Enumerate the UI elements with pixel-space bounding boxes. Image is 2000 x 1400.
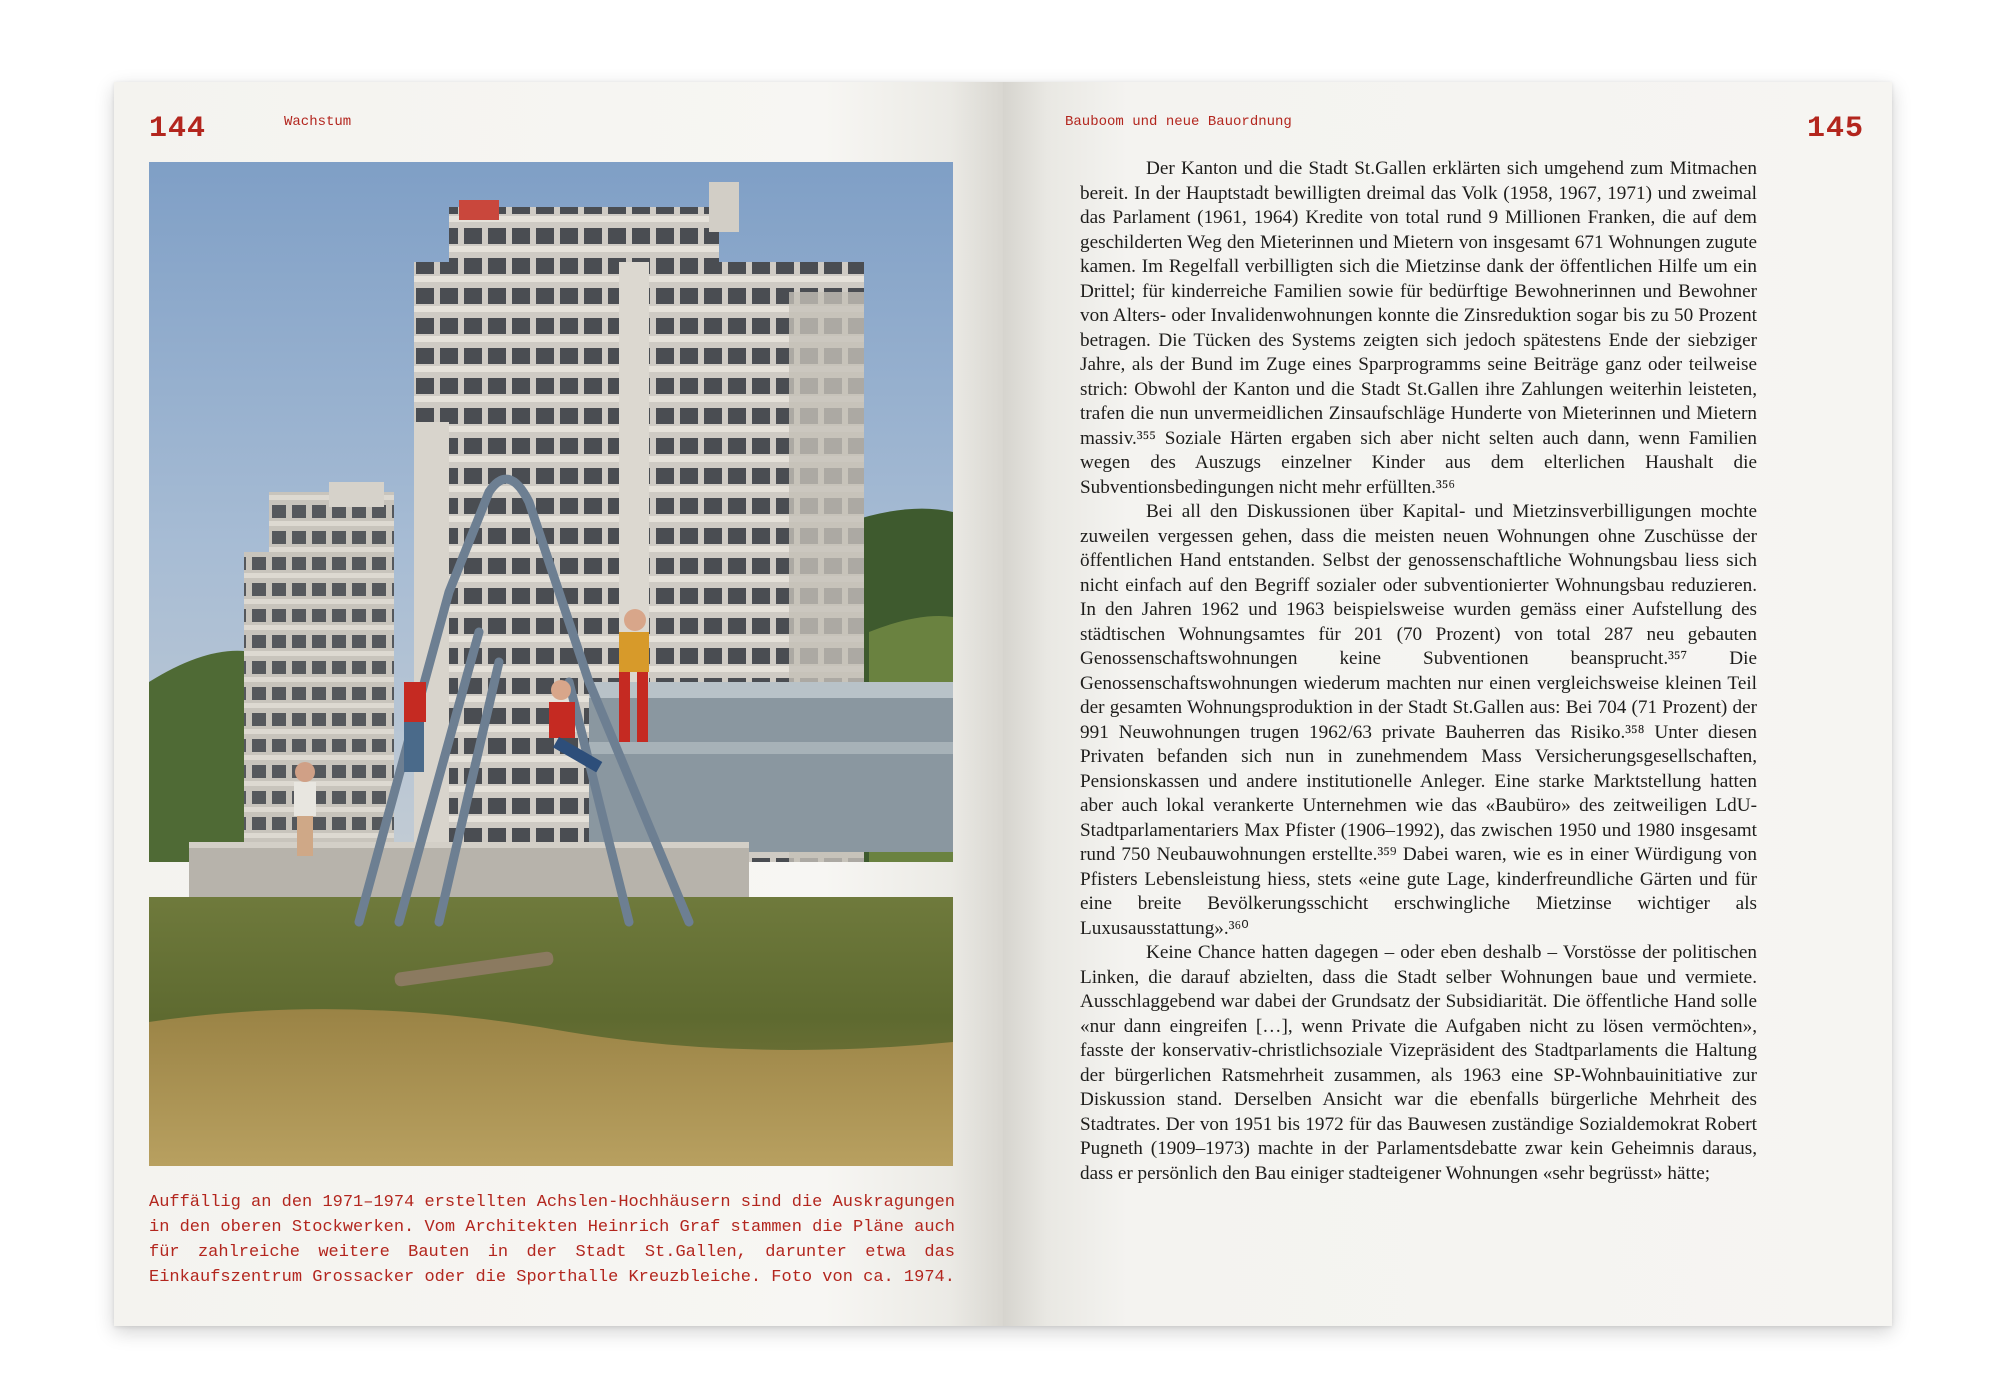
paragraph: Bei all den Diskussionen über Kapital- und Mietzinsverbilligungen mochte zuweilen vergessen gehen, dass die meisten neuen Wohnungen ohne Zuschüsse der öffentlichen Hand entstanden. Selbst der genossenschaftliche Wohnungsbau liess sich nicht einfach auf den Begriff sozialer oder subventionierter Wohnungsbau reduzieren. In den Jahren 1962 und 1963 beispielsweise wurden gemäss einer Aufstellung des städtischen Wohnungsamtes für 201 (70 Prozent) von total 287 neu gebauten Genossenschaftswohnungen keine Subventionen beansprucht.³⁵⁷ Die Genossenschaftswohnungen wiederum machten nur einen vergleichsweise kleinen Teil der gesamten Wohnungsproduktion in der Stadt St.Gallen aus: Bei 704 (71 Prozent) der 991 Neuwohnungen trugen 1962/63 private Bauherren das Risiko.³⁵⁸ Unter diesen Privaten befanden sich nun in zunehmendem Mass Versicherungsgesellschaften, Pensionskassen und andere institutionelle Anleger. Eine starke Marktstellung hatten aber auch lokal verankerte Unternehmen wie das «Baubüro» des zeitweiligen LdU-Stadtparlamentariers Max Pfister (1906–1992), das zwischen 1950 und 1980 insgesamt rund 750 Neubauwohnungen erstellte.³⁵⁹ Dabei waren, wie es in einer Würdigung von Pfisters Lebensleistung hiess, stets «eine gute Lage, kinderfreundliche Gärten und für eine breite Bevölkerungsschicht erschwingliche Mietzinse wichtiger als Luxusausstattung».³⁶⁰ bbox=[1080, 501, 1757, 939]
left-page bbox=[114, 82, 1003, 1326]
page-number-left: 144 bbox=[149, 112, 207, 146]
right-page bbox=[1003, 82, 1892, 1326]
paragraph: Keine Chance hatten dagegen – oder eben deshalb – Vorstösse der politischen Linken, die darauf abzielten, dass die Stadt selber Wohnungen baue und vermiete. Ausschlaggebend war dabei der Grundsatz der Subsidiarität. Die öffentliche Hand solle «nur dann eingreifen […], wenn Private die Aufgaben nicht zu lösen vermöchten», fasste der konservativ-christlichsoziale Vizepräsident des Stadtparlaments die Haltung der bürgerlichen Ratsmehrheit zusammen, als 1963 eine SP-Wohnbauinitiative zur Diskussion stand. Derselben Ansicht war die ebenfalls bürgerliche Mehrheit des Stadtrates. Der von 1951 bis 1972 für das Bauwesen zuständige Sozialdemokrat Robert Pugneth (1909–1973) machte in der Parlamentsdebatte zwar kein Geheimnis daraus, dass er persönlich den Bau einiger stadteigener Wohnungen «sehr begrüsst» hätte; bbox=[1080, 942, 1757, 1184]
paragraph: Der Kanton und die Stadt St.Gallen erklärten sich umgehend zum Mitmachen bereit. In der Hauptstadt bewilligten dreimal das Volk (1958, 1967, 1971) und zweimal das Parlament (1961, 1964) Kredite von total rund 9 Millionen Franken, die auf dem geschilderten Weg den Mieterinnen und Mietern von insgesamt 671 Wohnungen zugute kamen. Im Regelfall verbilligten sich die Mietzinse dank der öffentlichen Hilfe um ein Drittel; für kinderreiche Familien sowie für bedürftige Bewohnerinnen und Bewohner von Alters- oder Invalidenwohnungen konnte die Zinsreduktion sogar bis zu 50 Prozent betragen. Die Tücken des Systems zeigten sich jedoch spätestens Ende der siebziger Jahre, als der Bund im Zuge eines Sparprogramms seine Beiträge ganz oder teilweise strich: Obwohl der Kanton und die Stadt St.Gallen ihre Zahlungen weiterhin leisteten, trafen die nun unvermeidlichen Zinsaufschläge Hunderte von Mieterinnen und Mietern massiv.³⁵⁵ Soziale Härten ergaben sich aber nicht selten auch dann, wenn Familien wegen des Auszugs einzelner Kinder aus dem elterlichen Haushalt die Subventionsbedingungen nicht mehr erfüllten.³⁵⁶ bbox=[1080, 158, 1757, 498]
running-head-left: Wachstum bbox=[284, 114, 352, 130]
page-number-right: 145 bbox=[1807, 112, 1865, 146]
photo-caption: Auffällig an den 1971–1974 erstellten Achslen-Hochhäusern sind die Auskragungen in den oberen Stockwerken. Vom Architekten Heinrich Graf stammen die Pläne auch für zahlreiche weitere Bauten in der Stadt St.Gallen, darunter etwa das Einkaufszentrum Grossacker oder die Sporthalle Kreuzbleiche. Foto von ca. 1974. bbox=[149, 1193, 955, 1287]
body-text bbox=[1080, 157, 1757, 1186]
book-spread bbox=[114, 82, 1892, 1326]
running-head-right: Bauboom und neue Bauordnung bbox=[1065, 114, 1292, 130]
photo-achslen-high-rises bbox=[149, 162, 953, 1166]
